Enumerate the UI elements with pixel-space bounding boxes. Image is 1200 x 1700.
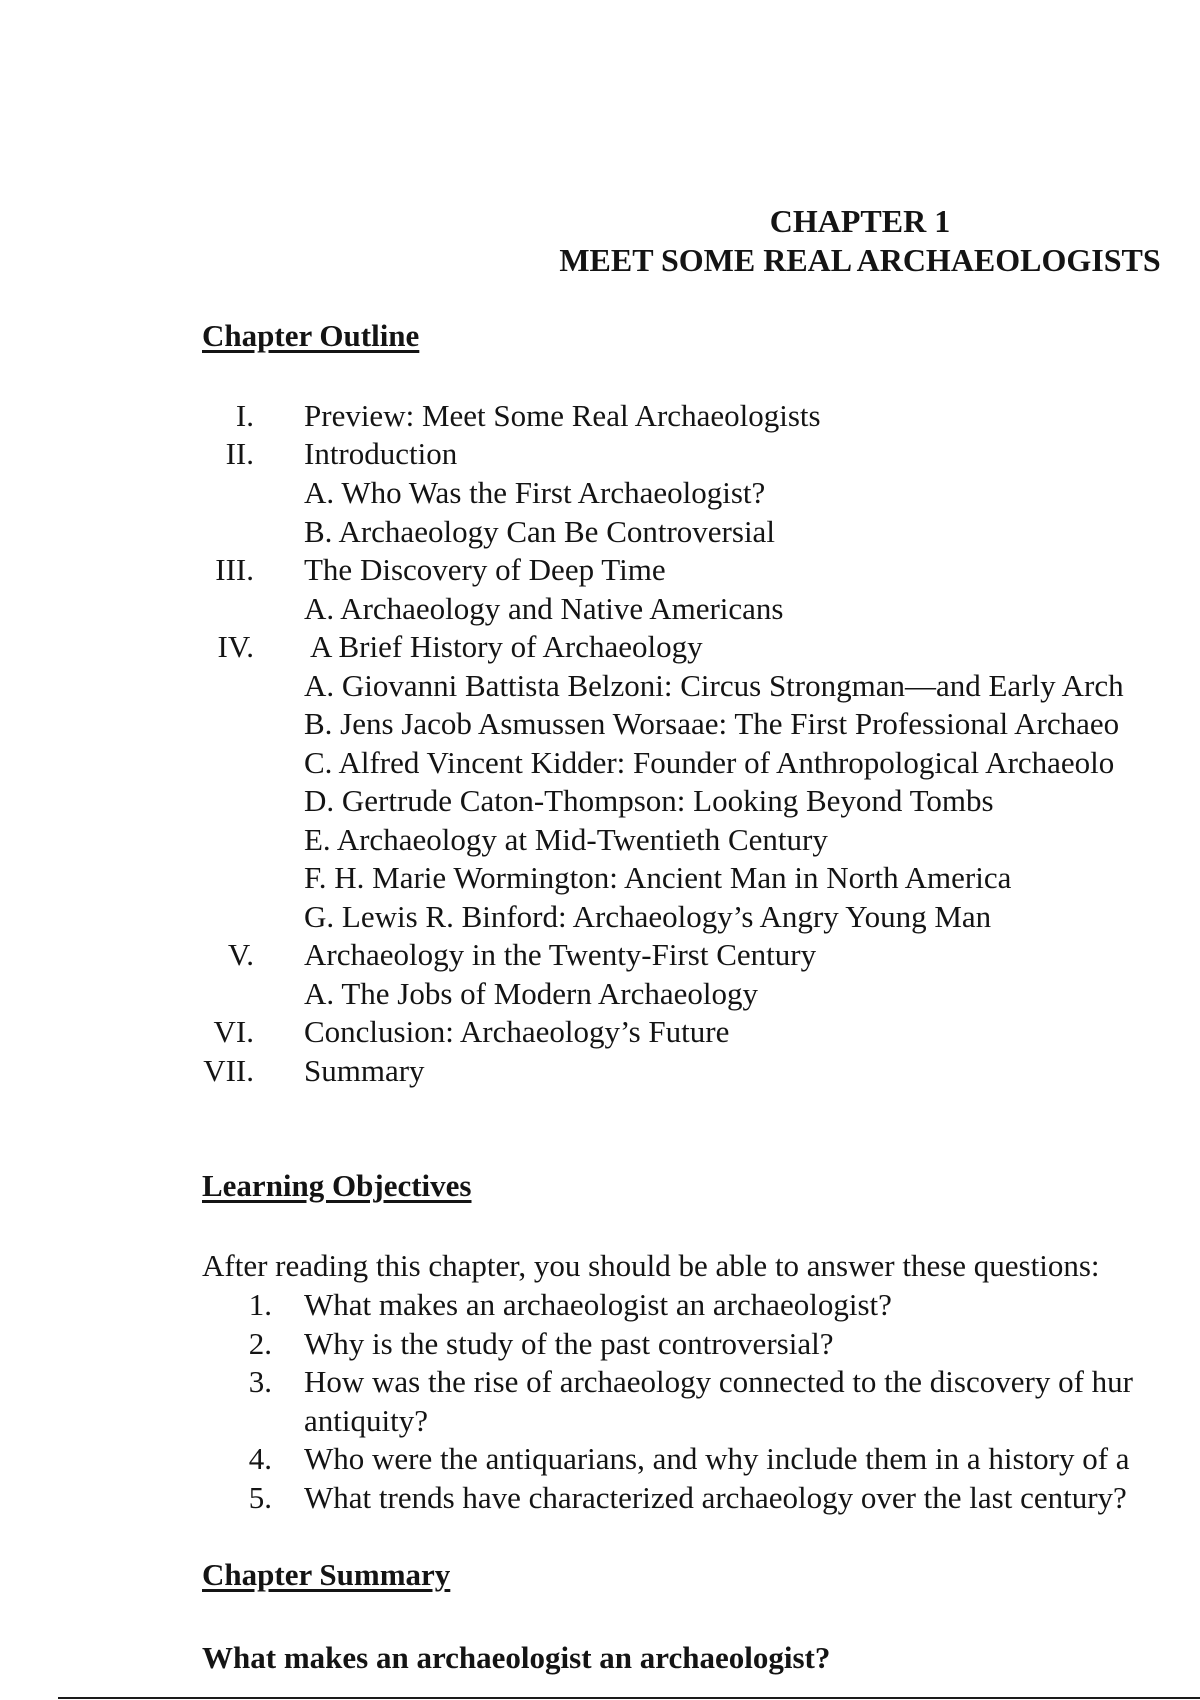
- outline-item-text: Archaeology in the Twenty-First Century: [304, 937, 817, 972]
- outline-subitem-text: G. Lewis R. Binford: Archaeology’s Angry Young Man: [304, 899, 992, 934]
- chapter-number: CHAPTER 1: [769, 203, 951, 239]
- outline-item-number: III.: [215, 552, 254, 587]
- summary-question: What makes an archaeologist an archaeologist?: [202, 1640, 831, 1675]
- outline-heading: Chapter Outline: [202, 318, 420, 353]
- outline-item-number: II.: [225, 436, 254, 471]
- outline-item-number: VII.: [203, 1053, 254, 1088]
- objective-number: 4.: [248, 1441, 272, 1476]
- outline-item-text: Summary: [304, 1053, 425, 1088]
- outline-subitem-text: E. Archaeology at Mid-Twentieth Century: [304, 822, 828, 857]
- outline-subitem-text: C. Alfred Vincent Kidder: Founder of Anthropological Archaeolo: [304, 745, 1115, 780]
- outline-subitem-text: A. Archaeology and Native Americans: [304, 591, 784, 626]
- outline-subitem-text: F. H. Marie Wormington: Ancient Man in North America: [304, 860, 1012, 895]
- outline-subitem-text: B. Jens Jacob Asmussen Worsaae: The First Professional Archaeo: [304, 706, 1120, 741]
- objective-number: 2.: [248, 1326, 272, 1361]
- outline-item-text: A Brief History of Archaeology: [304, 629, 703, 664]
- footer-rule: [58, 1697, 1200, 1699]
- outline-item-text: Preview: Meet Some Real Archaeologists: [304, 398, 821, 433]
- objectives-heading: Learning Objectives: [202, 1168, 472, 1203]
- objective-text: What makes an archaeologist an archaeologist?: [304, 1287, 892, 1322]
- outline-subitem-text: B. Archaeology Can Be Controversial: [304, 514, 775, 549]
- objective-text: Why is the study of the past controversial?: [304, 1326, 834, 1361]
- outline-item-number: VI.: [213, 1014, 254, 1049]
- outline-subitem-text: D. Gertrude Caton-Thompson: Looking Beyond Tombs: [304, 783, 994, 818]
- summary-heading: Chapter Summary: [202, 1557, 451, 1592]
- objective-text: What trends have characterized archaeology over the last century?: [304, 1480, 1127, 1515]
- outline-subitem-text: A. Who Was the First Archaeologist?: [304, 475, 766, 510]
- outline-item-text: Conclusion: Archaeology’s Future: [304, 1014, 730, 1049]
- outline-item-text: Introduction: [304, 436, 458, 471]
- objective-number: 3.: [248, 1364, 272, 1399]
- objective-text: antiquity?: [304, 1403, 428, 1438]
- outline-item-number: IV.: [217, 629, 254, 664]
- outline-item-text: The Discovery of Deep Time: [304, 552, 666, 587]
- objective-number: 5.: [248, 1480, 272, 1515]
- objectives-intro: After reading this chapter, you should be able to answer these questions:: [202, 1248, 1100, 1283]
- outline-subitem-text: A. Giovanni Battista Belzoni: Circus Strongman—and Early Arch: [304, 668, 1124, 703]
- outline-item-number: I.: [235, 398, 254, 433]
- objective-number: 1.: [248, 1287, 272, 1322]
- outline-subitem-text: A. The Jobs of Modern Archaeology: [304, 976, 759, 1011]
- objective-text: Who were the antiquarians, and why include them in a history of a: [304, 1441, 1130, 1476]
- chapter-title: MEET SOME REAL ARCHAEOLOGISTS: [559, 242, 1161, 278]
- objective-text: How was the rise of archaeology connected to the discovery of hur: [304, 1364, 1133, 1399]
- outline-item-number: V.: [227, 937, 254, 972]
